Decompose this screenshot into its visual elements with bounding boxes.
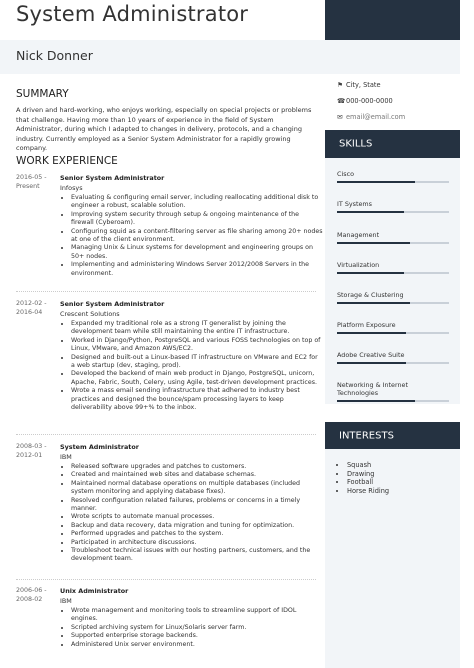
skills-panel (325, 158, 460, 404)
job-bullet: • Expanded my traditional role as a strong IT generalist by joining the development team while still maintaining the entire IT infrastructure. (71, 320, 323, 337)
phone-text: 000-000-0000 (346, 97, 393, 105)
job-divider (16, 579, 316, 580)
skill-name: IT Systems (337, 200, 372, 208)
job-bullet: • Created and maintained web sites and database schemas. (71, 471, 323, 479)
skill-level-fill (337, 272, 404, 274)
job-bullet: • Wrote scripts to automate manual processes. (71, 513, 323, 521)
job-bullets (60, 463, 323, 564)
skill-item (337, 231, 449, 239)
skill-name: Storage & Clustering (337, 291, 404, 299)
job-bullet: • Improving system security through setup & ongoing maintenance of the firewall (Cyberoam). (71, 211, 323, 228)
work-experience-heading: WORK EXPERIENCE (16, 155, 118, 167)
job-dates: 2012-02 - 2016-04 (16, 300, 47, 316)
skill-bar (337, 272, 449, 274)
job-bullets (60, 320, 323, 412)
summary-heading: SUMMARY (16, 88, 69, 100)
skill-item (337, 170, 449, 178)
skill-name: Virtualization (337, 261, 380, 269)
job-dates: 2008-03 - 2012-01 (16, 443, 47, 459)
summary-text: A driven and hard-working, who enjoys working, especially on special projects or problems that challenge. Having more than 10 years of experience in the field of System Administrator, during which I adapted to changes in delivery, protocols, and a changing industry. Currently employed as a Senior System Administrator for a rapidly growing company. (16, 106, 312, 153)
skills-heading: SKILLS (339, 138, 373, 150)
page-title: System Administrator (16, 2, 249, 26)
interests-heading-band (325, 422, 460, 449)
phone-icon: ☎ (337, 97, 346, 105)
skill-level-fill (337, 242, 410, 244)
city-text: City, State (346, 81, 381, 89)
job-bullet: • Resolved configuration related failures, problems or concerns in a timely manner. (71, 497, 323, 514)
skill-bar (337, 302, 449, 304)
interests-heading: INTERESTS (339, 430, 394, 441)
job-bullet: • Participated in architecture discussions. (71, 539, 323, 547)
contact-email[interactable] (337, 113, 405, 121)
job-title: System Administrator (60, 443, 139, 451)
sidebar (325, 0, 460, 668)
sidebar-top-band (325, 0, 460, 40)
skill-level-fill (337, 302, 410, 304)
envelope-icon: ✉ (337, 113, 343, 121)
job-dates: 2016-05 - Present (16, 174, 47, 190)
job-company: Crescent Solutions (60, 310, 120, 318)
skill-level-fill (337, 211, 404, 213)
skills-heading-band (325, 130, 460, 158)
skill-item (337, 200, 449, 208)
job-bullet: • Wrote management and monitoring tools to streamline support of IDOL engines. (71, 607, 323, 624)
interest-item: • Drawing (347, 470, 389, 479)
job-bullet: • Managing Unix & Linux systems for development and engineering groups on 50+ nodes. (71, 244, 323, 261)
skill-bar (337, 242, 449, 244)
job-bullet: • Backup and data recovery, data migration and tuning for optimization. (71, 522, 323, 530)
skill-level-fill (337, 332, 406, 334)
job-bullet: • Troubleshoot technical issues with our hosting partners, customers, and the development team. (71, 547, 323, 564)
job-bullet: • Scripted archiving system for Linux/Solaris server farm. (71, 624, 323, 632)
skill-bar (337, 332, 449, 334)
job-bullet: • Released software upgrades and patches to customers. (71, 463, 323, 471)
skill-level-fill (337, 400, 415, 402)
skill-name: Cisco (337, 170, 354, 178)
job-title: Senior System Administrator (60, 174, 165, 182)
skill-item (337, 321, 449, 329)
interests-list (337, 461, 389, 496)
job-divider (16, 434, 316, 435)
skill-bar (337, 181, 449, 183)
job-bullet: • Wrote a mass email sending infrastructure that adhered to industry best practices and designed the bounce/spam processing layers to keep deliverability above 99+% to the inbox. (71, 387, 323, 412)
interest-item: • Squash (347, 461, 389, 470)
job-bullets (60, 194, 323, 278)
job-company: IBM (60, 453, 72, 461)
contact-city (337, 81, 381, 89)
job-company: IBM (60, 597, 72, 605)
job-bullet: • Configuring squid as a content-filtering server as file sharing among 20+ nodes at one of the client environment. (71, 228, 323, 245)
sidebar-name-band (325, 40, 460, 74)
interest-item: • Horse Riding (347, 487, 389, 496)
map-pin-icon: ⚑ (337, 81, 343, 89)
skill-item (337, 351, 449, 359)
job-bullet: • Developed the backend of main web product in Django, PostgreSQL, unicorn, Apache, Fabric, South, Celery, using Agile, test-driven development practices. (71, 370, 323, 387)
job-bullet: • Implementing and administering Windows Server 2012/2008 Servers in the environment. (71, 261, 323, 278)
job-bullet: • Supported enterprise storage backends. (71, 632, 323, 640)
skill-name: Platform Exposure (337, 321, 396, 329)
skill-item (337, 261, 449, 269)
job-title: Unix Administrator (60, 587, 129, 595)
skill-bar (337, 400, 449, 402)
job-bullet: • Evaluating & configuring email server, including reallocating additional disk to engineer a robust, scalable solution. (71, 194, 323, 211)
job-dates: 2006-06 - 2008-02 (16, 587, 47, 603)
job-bullet: • Worked in Django/Python, PostgreSQL and various FOSS technologies on top of Linux, VMware, and Amazon AWS/EC2. (71, 337, 323, 354)
email-link[interactable]: email@email.com (346, 113, 406, 121)
skill-item (337, 381, 449, 397)
skill-level-fill (337, 362, 406, 364)
contact-phone (337, 97, 393, 105)
job-bullet: • Maintained normal database operations on multiple databases (included system monitoring and applying database fixes). (71, 480, 323, 497)
skill-name: Management (337, 231, 380, 239)
skill-name: Networking & Internet Technologies (337, 381, 408, 398)
skill-bar (337, 211, 449, 213)
skill-bar (337, 362, 449, 364)
job-company: Infosys (60, 184, 83, 192)
interest-item: • Football (347, 478, 389, 487)
job-divider (16, 291, 316, 292)
job-bullet: • Designed and built-out a Linux-based IT infrastructure on VMware and EC2 for a web startup (dev, staging, prod). (71, 354, 323, 371)
job-bullet: • Performed upgrades and patches to the system. (71, 530, 323, 538)
job-title: Senior System Administrator (60, 300, 165, 308)
candidate-name: Nick Donner (16, 48, 93, 63)
job-bullets (60, 607, 323, 649)
skill-level-fill (337, 181, 415, 183)
skill-item (337, 291, 449, 299)
skill-name: Adobe Creative Suite (337, 351, 405, 359)
job-bullet: • Administered Unix server environment. (71, 641, 323, 649)
